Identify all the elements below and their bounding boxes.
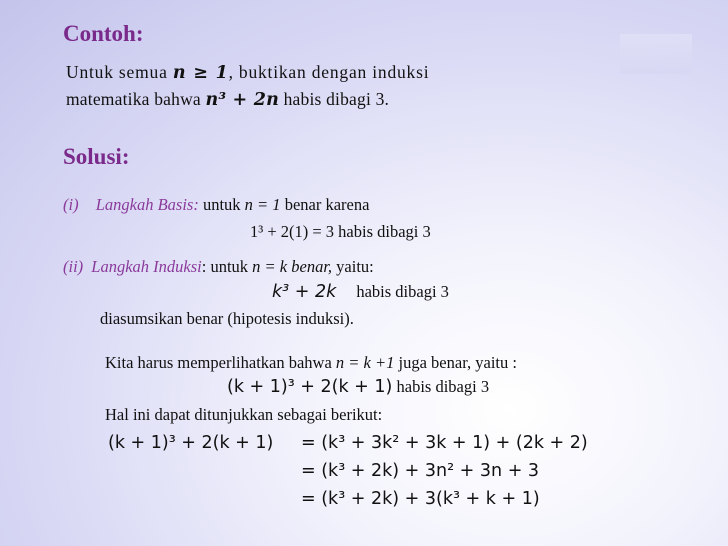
show-text-post: juga benar, yaitu : <box>394 353 517 372</box>
derivation-step-1: = (k³ + 3k² + 3k + 1) + (2k + 2) <box>301 433 588 453</box>
induksi-text-1: : untuk <box>201 257 253 276</box>
induksi-equation-text: habis dibagi 3 <box>356 282 449 301</box>
show-equation-text: habis dibagi 3 <box>392 377 490 396</box>
basis-label: Langkah Basis: <box>95 195 199 214</box>
induksi-line <box>63 257 374 277</box>
induksi-assumption: diasumsikan benar (hipotesis induksi). <box>100 309 354 328</box>
induksi-number: (ii) <box>63 257 84 276</box>
derivation-step-2: = (k³ + 2k) + 3n² + 3n + 3 <box>301 461 540 481</box>
induksi-variable: n = k benar, <box>252 257 333 276</box>
basis-equation: 1³ + 2(1) = 3 habis dibagi 3 <box>250 222 431 241</box>
decorative-panel <box>620 34 692 74</box>
derivation-intro: Hal ini dapat ditunjukkan sebagai berikut: <box>105 405 383 424</box>
induksi-equation <box>272 282 449 302</box>
basis-text-2: benar karena <box>280 195 370 214</box>
induksi-text-2: yaitu: <box>332 257 374 276</box>
derivation-step-3: = (k³ + 2k) + 3(k³ + k + 1) <box>301 489 540 509</box>
show-variable: n = k +1 <box>335 353 395 372</box>
basis-line <box>63 195 369 215</box>
example-line-1-math: n ≥ 1 <box>172 63 229 83</box>
solusi-heading: Solusi: <box>63 144 130 169</box>
basis-text-1: untuk <box>198 195 245 214</box>
show-line <box>105 353 517 373</box>
show-equation-math: (k + 1)³ + 2(k + 1) <box>227 377 393 397</box>
induksi-label: Langkah Induksi <box>91 257 202 276</box>
example-line-1 <box>66 62 429 83</box>
example-line-1-pre: Untuk semua <box>66 62 173 82</box>
derivation-lhs: (k + 1)³ + 2(k + 1) <box>108 433 274 453</box>
example-line-2-pre: matematika bahwa <box>66 89 206 109</box>
basis-number: (i) <box>63 195 79 214</box>
basis-variable: n = 1 <box>244 195 281 214</box>
example-line-1-post: , buktikan dengan induksi <box>228 62 430 82</box>
contoh-heading: Contoh: <box>63 21 144 46</box>
show-equation <box>227 377 489 397</box>
example-line-2-math: n³ + 2n <box>205 90 279 110</box>
example-line-2 <box>66 89 389 110</box>
induksi-equation-math: k³ + 2k <box>272 282 337 302</box>
show-text-pre: Kita harus memperlihatkan bahwa <box>105 353 336 372</box>
example-line-2-post: habis dibagi 3. <box>279 89 390 109</box>
